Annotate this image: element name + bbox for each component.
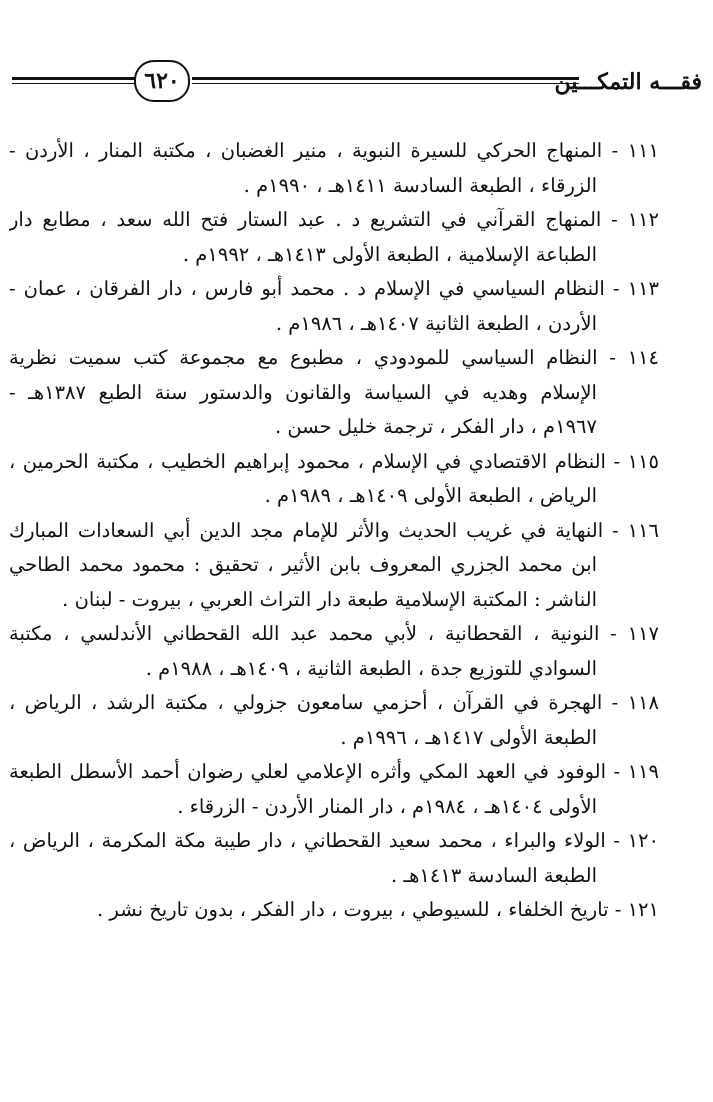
reference-continuation-line: الإسلام وهديه في السياسة والقانون والدستور سنة الطبع ١٣٨٧هـ - bbox=[9, 380, 597, 404]
reference-first-line: ١١٦ - النهاية في غريب الحديث والأثر للإمام مجد الدين أبي السعادات المبارك bbox=[9, 518, 659, 542]
page-header bbox=[12, 60, 702, 108]
reference-first-line: ١١٥ - النظام الاقتصادي في الإسلام ، محمود إبراهيم الخطيب ، مكتبة الحرمين ، bbox=[9, 449, 659, 473]
reference-entry bbox=[9, 686, 659, 755]
reference-first-line: ١٢٠ - الولاء والبراء ، محمد سعيد القحطاني ، دار طيبة مكة المكرمة ، الرياض ، bbox=[9, 829, 659, 852]
reference-first-line: ١١٣ - النظام السياسي في الإسلام د . محمد أبو فارس ، دار الفرقان ، عمان - bbox=[9, 277, 659, 300]
reference-continuation-line: الأردن ، الطبعة الثانية ١٤٠٧هـ ، ١٩٨٦م . bbox=[275, 311, 597, 335]
reference-entry bbox=[9, 755, 659, 824]
reference-continuation-line: الأولى ١٤٠٤هـ ، ١٩٨٤م ، دار المنار الأردن - الزرقاء . bbox=[177, 794, 597, 818]
reference-continuation-line: ١٩٦٧م ، دار الفكر ، ترجمة خليل حسن . bbox=[274, 415, 597, 438]
reference-continuation-line: الطبعة السادسة ١٤١٣هـ . bbox=[391, 863, 597, 887]
reference-continuation-line: الطبعة الأولى ١٤١٧هـ ، ١٩٩٦م . bbox=[340, 725, 597, 749]
reference-entry bbox=[9, 617, 659, 686]
reference-entry bbox=[9, 272, 659, 341]
header-rule-right bbox=[192, 77, 579, 84]
reference-continuation-line: الناشر : المكتبة الإسلامية طبعة دار التراث العربي ، بيروت - لبنان . bbox=[62, 587, 597, 611]
reference-entry bbox=[9, 824, 659, 893]
reference-entry bbox=[9, 893, 659, 928]
reference-continuation-line: الزرقاء ، الطبعة السادسة ١٤١١هـ ، ١٩٩٠م . bbox=[243, 173, 597, 197]
reference-first-line: ١١٨ - الهجرة في القرآن ، أحزمي سامعون جزولي ، مكتبة الرشد ، الرياض ، bbox=[9, 691, 659, 714]
reference-first-line: ١١٤ - النظام السياسي للمودودي ، مطبوع مع مجموعة كتب سميت نظرية bbox=[9, 346, 659, 369]
reference-entry bbox=[9, 134, 659, 203]
reference-continuation-line: الرياض ، الطبعة الأولى ١٤٠٩هـ ، ١٩٨٩م . bbox=[264, 484, 597, 507]
reference-list bbox=[9, 134, 659, 928]
reference-continuation-line: السوادي للتوزيع جدة ، الطبعة الثانية ، ١٤٠٩هـ ، ١٩٨٨م . bbox=[145, 656, 597, 680]
reference-first-line: ١٢١ - تاريخ الخلفاء ، للسيوطي ، بيروت ، دار الفكر ، بدون تاريخ نشر . bbox=[97, 898, 659, 921]
reference-entry bbox=[9, 203, 659, 272]
page-number-badge bbox=[134, 60, 190, 102]
reference-first-line: ١١٧ - النونية ، القحطانية ، لأبي محمد عبد الله القحطاني الأندلسي ، مكتبة bbox=[9, 622, 659, 645]
reference-continuation-line: الطباعة الإسلامية ، الطبعة الأولى ١٤١٣هـ ، ١٩٩٢م . bbox=[182, 242, 597, 266]
reference-first-line: ١١٢ - المنهاج القرآني في التشريع د . عبد الستار فتح الله سعد ، مطابع دار bbox=[9, 208, 659, 231]
reference-entry bbox=[9, 341, 659, 445]
page-number: ٦٢٠ bbox=[144, 68, 180, 94]
reference-entry bbox=[9, 445, 659, 514]
reference-first-line: ١١١ - المنهاج الحركي للسيرة النبوية ، منير الغضبان ، مكتبة المنار ، الأردن - bbox=[9, 139, 659, 162]
running-title: فقـــه التمكـــين bbox=[554, 69, 702, 95]
reference-first-line: ١١٩ - الوفود في العهد المكي وأثره الإعلامي لعلي رضوان أحمد الأسطل الطبعة bbox=[9, 760, 659, 783]
header-rule-left bbox=[12, 77, 135, 84]
reference-continuation-line: ابن محمد الجزري المعروف بابن الأثير ، تحقيق : محمود محمد الطاحي bbox=[9, 553, 597, 576]
reference-entry bbox=[9, 514, 659, 618]
